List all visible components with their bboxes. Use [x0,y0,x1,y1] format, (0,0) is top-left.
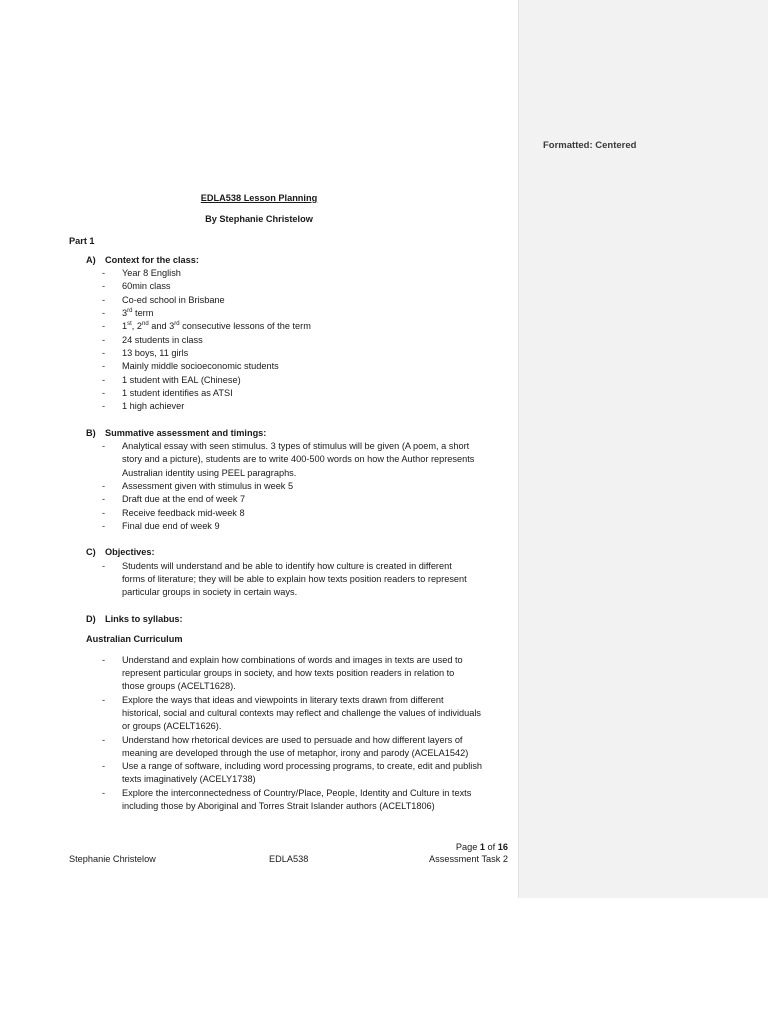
list-item-line: meaning are developed through the use of metaphor, irony and parody (ACELA1542) [122,748,469,758]
section-c-heading: Objectives: [105,547,155,557]
page-number [456,841,508,853]
list-dash: - [102,295,106,305]
list-item-line: forms of literature; they will be able to explain how texts position readers to represent [122,574,467,584]
list-item-term [122,307,512,320]
list-item-line: represent particular groups in society, and how texts position readers in relation to [122,668,455,678]
list-item: 60min class [122,281,171,291]
list-dash: - [102,561,106,571]
list-item-line: particular groups in society in certain ways. [122,587,298,597]
section-a-letter: A) [86,255,96,265]
list-item: 24 students in class [122,335,203,345]
list-item: 13 boys, 11 girls [122,348,189,358]
list-dash: - [102,281,106,291]
list-dash: - [102,268,106,278]
list-dash: - [102,401,106,411]
list-item-line: Explore the interconnectedness of Country/Place, People, Identity and Culture in texts [122,788,472,798]
ordinal-suffix: rd [174,320,180,327]
ordinal-suffix: st [127,320,132,327]
author-line: By Stephanie Christelow [205,214,313,224]
page-of: of [484,842,498,852]
list-dash: - [102,388,106,398]
list-dash: - [102,308,106,318]
list-dash: - [102,348,106,358]
list-item: 1 student identifies as ATSI [122,388,233,398]
section-b-letter: B) [86,428,96,438]
list-dash: - [102,508,106,518]
consecutive-rest: consecutive lessons of the term [179,321,311,331]
list-dash: - [102,521,106,531]
list-dash: - [102,695,106,705]
list-item: Receive feedback mid-week 8 [122,508,245,518]
list-item-line: Students will understand and be able to identify how culture is created in different [122,561,452,571]
ordinal-number: 2 [136,321,143,331]
footer-task: Assessment Task 2 [429,854,508,864]
list-dash: - [102,494,106,504]
list-item-line: or groups (ACELT1626). [122,721,222,731]
list-dash: - [102,761,106,771]
footer-code: EDLA538 [269,854,309,864]
list-item: 1 student with EAL (Chinese) [122,375,241,385]
list-dash: - [102,321,106,331]
list-item-line: texts imaginatively (ACELY1738) [122,774,256,784]
list-dash: - [102,441,106,451]
list-dash: - [102,655,106,665]
list-item-line: historical, social and cultural contexts may reflect and challenge the values of individuals [122,708,482,718]
list-item-line: story and a picture), students are to write 400-500 words on how the Author represents [122,454,475,464]
ordinal-number: 1 [122,321,128,331]
list-dash: - [102,335,106,345]
term-rest: term [132,308,154,318]
list-item-line: including those by Aboriginal and Torres Strait Islander authors (ACELT1806) [122,801,435,811]
list-item-line: Explore the ways that ideas and viewpoints in literary texts drawn from different [122,695,444,705]
list-item: 1 high achiever [122,401,185,411]
list-item-line: Use a range of software, including word processing programs, to create, edit and publish [122,761,483,771]
term-suffix: rd [127,307,133,314]
list-dash: - [102,375,106,385]
list-item: Assessment given with stimulus in week 5 [122,481,294,491]
list-item-line: those groups (ACELT1628). [122,681,236,691]
list-item: Draft due at the end of week 7 [122,494,246,504]
list-item: Year 8 English [122,268,181,278]
list-item: Mainly middle socioeconomic students [122,361,279,371]
section-d-letter: D) [86,614,96,624]
list-item-line: Understand how rhetorical devices are used to persuade and how different layers of [122,735,463,745]
ordinal-suffix: nd [142,320,149,327]
section-c-letter: C) [86,547,96,557]
section-d-heading: Links to syllabus: [105,614,183,624]
comment-pane [518,0,768,898]
curriculum-subheading: Australian Curriculum [86,634,183,644]
list-dash: - [102,361,106,371]
list-item: Co-ed school in Brisbane [122,295,225,305]
list-dash: - [102,788,106,798]
document-title: EDLA538 Lesson Planning [200,193,318,203]
list-item: Final due end of week 9 [122,521,220,531]
footer-author: Stephanie Christelow [69,854,156,864]
formatting-comment[interactable]: Formatted: Centered [543,140,637,151]
list-item-line: Understand and explain how combinations of words and images in texts are used to [122,655,463,665]
list-dash: - [102,481,106,491]
page-current: 1 [479,842,485,852]
part-heading: Part 1 [69,236,95,246]
list-dash: - [102,735,106,745]
page-prefix: Page [455,842,480,852]
list-item-consecutive [122,320,512,333]
term-number: 3 [122,308,128,318]
list-item-line: Australian identity using PEEL paragraphs. [122,468,297,478]
section-a-heading: Context for the class: [105,255,199,265]
separator: , [131,321,137,331]
ordinal-number: 3 [169,321,175,331]
page-total: 16 [497,842,508,852]
list-item-line: Analytical essay with seen stimulus. 3 types of stimulus will be given (A poem, a short [122,441,470,451]
separator: and [148,321,170,331]
section-b-heading: Summative assessment and timings: [105,428,267,438]
page-gap [0,898,768,1024]
